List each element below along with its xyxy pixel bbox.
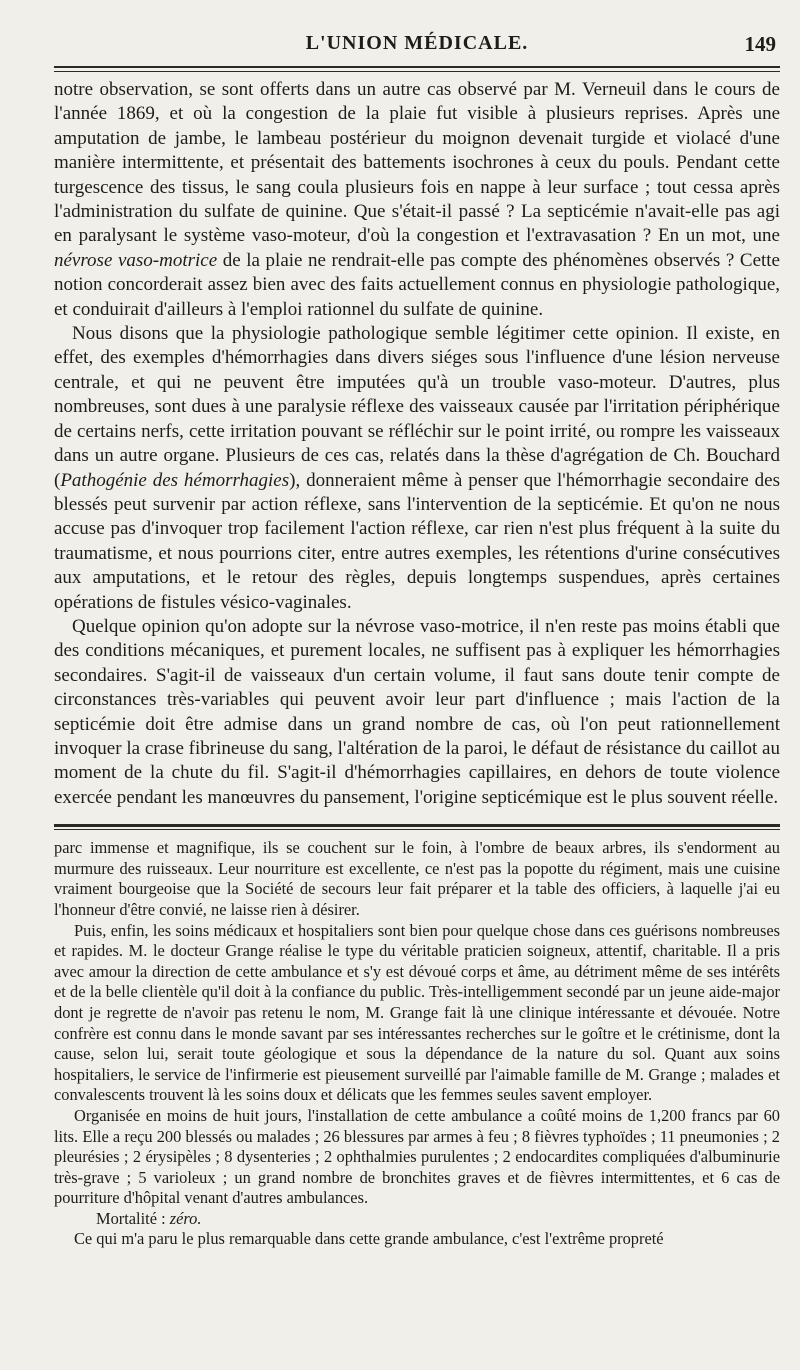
citation-title: Pathogénie des hémorrhagies [60,469,290,491]
feuilleton-paragraph: Puis, enfin, les soins médicaux et hospitaliers sont bien pour quelque chose dans ces guérisons nombreuses et rapides. M. le docteur Grange réalise le type du véritable praticien soigneux, attentif, charitable. Il a pris avec amour la direction de cette ambulance et s'y est dévoué corps et âme, au détriment même de ses intérêts et de la belle clientèle qu'il doit à la confiance du public. Très-intelligemment secondé par un jeune aide-major dont je regrette de n'avoir pas retenu le nom, M. Grange fait là une clinique intéressante et dévouée. Notre confrère est connu dans le monde savant par ses intéressantes recherches sur le goître et le crétinisme, dont la cause, selon lui, serait toute géologique et sous la dépendance de la nature du sol. Quant aux soins hospitaliers, le service de l'infirmerie est pieusement surveillé par l'aimable famille de M. Grange ; malades et convalescents trouvent là les soins doux et délicats que les femmes seules savent employer. [54,920,780,1105]
feuilleton-paragraph: parc immense et magnifique, ils se couchent sur le foin, à l'ombre de beaux arbres, ils s'endorment au murmure des ruisseaux. Leur nourriture est excellente, ce n'est pas la popotte du régiment, mais une cuisine vraiment bourgeoise que la Société de secours leur fait préparer et la table des officiers, à laquelle j'ai eu l'honneur d'être convié, ne laisse rien à désirer. [54,838,780,919]
emphasis-term: névrose vaso-motrice [54,249,218,271]
mortality-value: zéro. [169,1208,202,1228]
feuilleton-body [54,838,780,1250]
page-header [54,32,780,62]
running-title: L'UNION MÉDICALE. [305,32,529,54]
article-paragraph: notre observation, se sont offerts dans un autre cas observé par M. Verneuil dans le cours de l'année 1869, et où la congestion de la plaie fut visible à plusieurs reprises. Après une amputation de jambe, le lambeau postérieur du moignon devenait turgide et violacé d'une manière intermittente, et présentait des battements isochrones à ceux du pouls. Pendant cette turgescence des tissus, le sang coula plusieurs fois en nappe à leur surface ; tout cessa après l'administration du sulfate de quinine. Que s'était-il passé ? La septicémie n'avait-elle pas agi en paralysant le système vaso-moteur, d'où la congestion et l'extravasation ? En un mot, une névrose vaso-motrice de la plaie ne rendrait-elle pas compte des phénomènes observés ? Cette notion concorderait assez bien avec des faits actuellement connus en physiologie pathologique, et conduirait d'ailleurs à l'emploi rationnel du sulfate de quinine. [54,79,780,320]
mortality-line: Mortalité : zéro. [96,1208,202,1228]
feuilleton-divider [54,824,780,830]
feuilleton-paragraph: Ce qui m'a paru le plus remarquable dans cette grande ambulance, c'est l'extrême propreté [74,1229,664,1249]
page-number: 149 [744,32,776,56]
feuilleton-paragraph: Organisée en moins de huit jours, l'installation de cette ambulance a coûté moins de 1,200 francs par 60 lits. Elle a reçu 200 blessés ou malades ; 26 blessures par armes à feu ; 8 fièvres typhoïdes ; 11 pneumonies ; 2 pleurésies ; 2 érysipèles ; 8 dysenteries ; 2 ophthalmies purulentes ; 2 endocardites compliquées d'albuminurie très-grave ; 5 varioleux ; un grand nombre de bronchites graves et de fièvres intermittentes, et 6 cas de pourriture d'hôpital venant d'autres ambulances. [54,1105,780,1208]
header-rule [54,66,780,72]
article-paragraph: Nous disons que la physiologie pathologique semble légitimer cette opinion. Il existe, en effet, des exemples d'hémorrhagies dans divers siéges sous l'influence d'une lésion nerveuse centrale, et qui ne peuvent être imputées qu'à un trouble vaso-moteur. D'autres, plus nombreuses, sont dues à une paralysie réflexe des vaisseaux causée par l'irritation périphérique de certains nerfs, cette irritation pouvant se réfléchir sur le point irrité, ou rompre les vaisseaux dans un autre organe. Plusieurs de ces cas, relatés dans la thèse d'agrégation de Ch. Bouchard (Pathogénie des hémorrhagies), donneraient même à penser que l'hémorrhagie secondaire des blessés peut survenir par action réflexe, sans l'intervention de la septicémie. Et qu'on ne nous accuse pas d'invoquer trop facilement l'action réflexe, car rien n'est plus fréquent à la suite du traumatisme, et nous pourrions citer, entre autres exemples, les rétentions d'urine consécutives aux amputations, et le retour des règles, depuis longtemps suspendues, après certaines opérations de fistules vésico-vaginales. [54,323,781,613]
article-body [54,78,780,810]
article-paragraph: Quelque opinion qu'on adopte sur la névrose vaso-motrice, il n'en reste pas moins établi que des conditions mécaniques, et purement locales, ne suffisent pas à expliquer les hémorrhagies secondaires. S'agit-il de vaisseaux d'un certain volume, il faut sans doute tenir compte de circonstances très-variables qui peuvent avoir leur part d'influence ; mais l'action de la septicémie doit être admise dans un grand nombre de cas, où l'on peut rationnellement invoquer la crase fibrineuse du sang, l'altération de la paroi, le défaut de résistance du caillot au moment de la chute du fil. S'agit-il d'hémorrhagies capillaires, en dehors de toute violence exercée pendant les manœuvres du pansement, l'origine septicémique est le plus souvent réelle. [54,615,780,808]
